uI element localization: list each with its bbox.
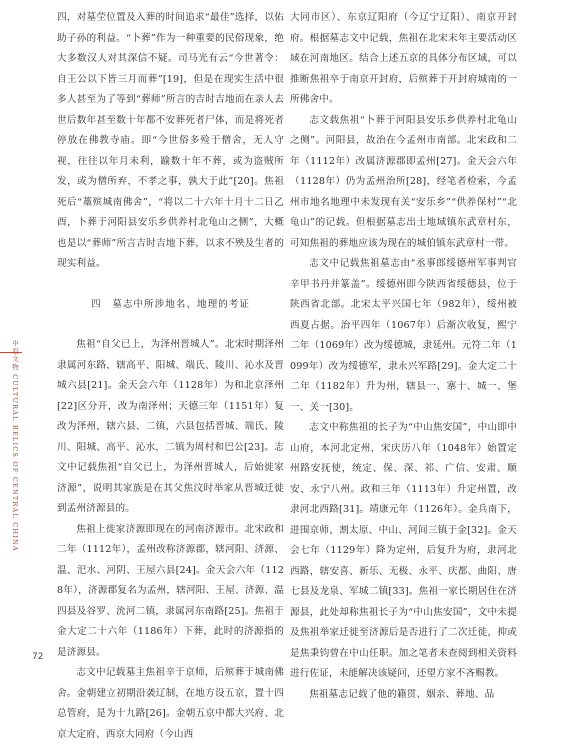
paragraph: 焦祖“自父已上，为泽州晋城人”。北宋时期泽州隶属河东路，辖高平、阳城、端氏、陵川、沁水及晋城六县[21]。金天会六年（1128年）为和北京泽州[22]区分开，改为南泽州；天德三年（1151年）复改为泽州，辖六县、二镇，六县包括晋城、端氏、陵川、阳城、高平、沁水，二镇为周村和巴公[23]。志文中记载焦祖“自父已上，为泽州晋城人，后始徙家济源”，说明其家族是在其父焦汶时举家从晋城迁徙到孟州济源县的。 [57,339,284,514]
journal-name-cn: 中原文物 [11,340,19,371]
section-heading: 四 墓志中所涉地名、地理的考证 [91,298,250,310]
paragraph: 大同市区）、东京辽阳府（今辽宁辽阳）、南京开封府。根据墓志文中记载，焦祖在北宋末年主要活动区域在河南地区。结合上述五京的具体分布区域，可以推断焦祖卒于南京开封府，后殡葬于开封府城南的一所佛舍中。 [290,12,517,105]
journal-name-en: CULTURAL RELICS OF CENTRAL CHINA [11,374,19,552]
journal-sidebar [6,340,20,552]
paragraph: 焦祖墓志记载了他的籍贯、姻亲、葬地、品 [309,688,495,700]
paragraph: 焦祖上徙家济源即现在的河南济源市。北宋政和二年（1112年），孟州改称济源郡，辖河阳、济源、温、汜水、河阴、王屋六县[24]。金天会六年（1128年），济源郡复名为孟州，辖河阳、王屋、济源、温四县及谷罗、沇河二镇，隶属河东南路[25]。焦祖于金大定二十六年（1186年）下葬，此时的济源指的是济源县。 [57,523,284,658]
right-text-column [290,8,517,705]
paragraph: 志文中称焦祖的长子为“中山焦安国”，中山即中山府，本河北定州，宋庆历八年（1048年）始置定州路安抚使，统定、保、深、祁、广信、安肃、顺安、永宁八州。政和三年（1113年）升定州置，改隶河北西路[31]。靖康元年（1126年）。金兵南下，进围京师，割太原、中山、河间三镇于金[32]。金天会七年（1129年）降为定州，后复升为府，隶河北西路，辖安喜、新乐、无极、永平、庆都、曲阳、唐七县及龙泉、军城二镇[33]。焦祖一家长期居住在济源县，此处却称焦祖长子为“中山焦安国”，文中未提及焦祖举家迁徙至济源后是否进行了二次迁徙，抑或是焦秉钧曾在中山任职。加之笔者未查阅到相关资料进行佐证，未能解决该疑问，还望方家不吝赐教。 [290,422,517,679]
paragraph: 四，对墓茔位置及入葬的时间追求“最佳”选择，以佑助子孙的利益。“卜葬”作为一种重要的民俗现象，绝大多数汉人对其深信不疑。司马光有云“今世著令：自王公以下皆三月而葬”[19]，但是在现实生活中很多人甚至为了等到“葬师”所言的吉时吉地而在亲人去世后数年甚至数十年都不安葬死者尸体，而是将死者停放在佛教寺庙。即“今世俗多殓于僧舍，无人守视，往往以年月未利，踰数十年不葬，或为盗贼所发，或为僧所弃，不孝之事，孰大于此”[20]。焦祖死后“藁殡城南佛舍”，“将以二十六年十月十二日乙酉，卜葬于河阳县安乐乡供养村北龟山之侧”，大概也是以“葬师”所言吉时吉地下葬，以求不殃及生者的现实利益。 [57,12,284,269]
left-text-column [57,8,284,745]
page-number: 72 [32,652,44,662]
paragraph: 志文载焦祖“卜葬于河阳县安乐乡供养村北龟山之侧”。河阳县，故治在今孟州市南部。北宋政和二年（1112年）改属济源郡即孟州[27]。金天会六年（1128年）仍为孟州治所[28]，经笔者检索，今孟州市地名地理中未发现有关“安乐乡”“供养保村”“北龟山”的记载。但根据墓志出土地域镇东武章村东，可知焦祖的葬地应该为现在的城伯镇东武章村一带。 [290,114,517,249]
paragraph: 志文中记载墓主焦祖辛于京师，后殡葬于城南佛舍。金朝建立初期沿袭辽制，在地方设五京，置十四总管府，是为十九路[26]。金朝五京中都大兴府、北京大定府、西京大同府（今山西 [57,667,284,740]
paragraph: 志文中记载焦祖墓志由“丞事郎绥德州军事判官辛甲书丹并篆盖”。绥德州即今陕西省绥德县，位于陕西省北部。北宋太平兴国七年（982年），绥州被西夏占据。治平四年（1067年）后渐次收复，熙宁二年（1069年）改为绥德城，隶延州。元符二年（1099年）改为绥德军，隶永兴军路[29]。金大定二十二年（1182年）升为州，辖县一、寨十、城一、堡一、关一[30]。 [290,258,517,413]
